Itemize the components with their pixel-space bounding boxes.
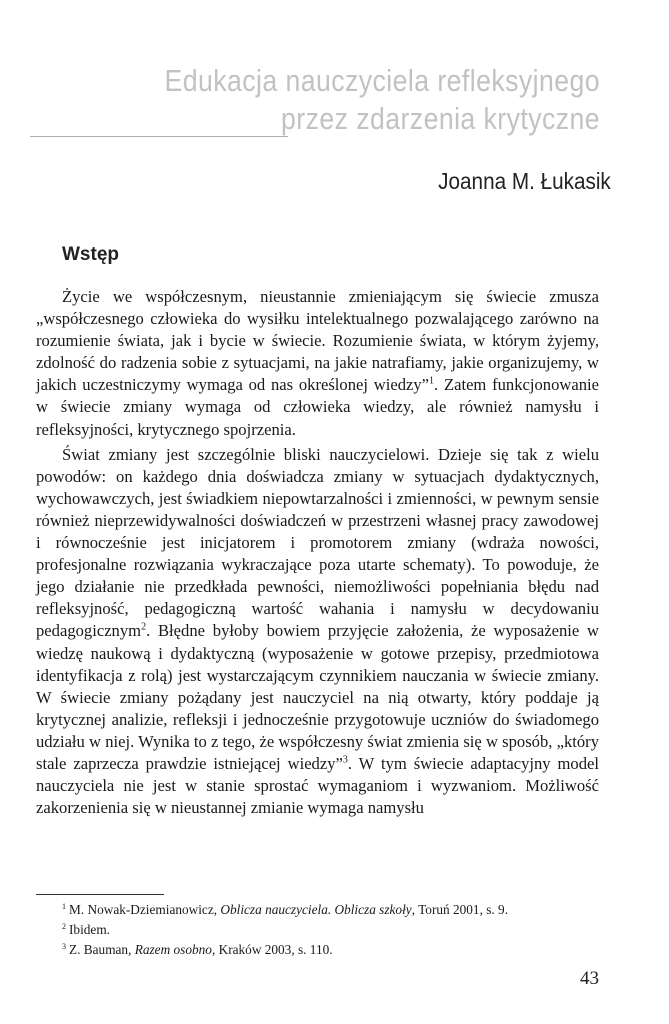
footnote-text: Z. Bauman,	[69, 942, 135, 957]
paragraph-2-text-2: . Błędne byłoby bowiem przyjęcie założenia, że wyposażenie w wiedzę naukową i dydaktyczną (wyposażenie w gotowe przepisy, przedmiotowa identyfikacja z rolą) jest wystarczającym czynnikiem nauczania w świecie zmiany. W świecie zmiany pożądany jest nauczyciel na nią otwarty, który poddaje ją krytycznej analizie, refleksji i jednocześnie przygotowuje uczniów do świadomego udziału w niej. Wynika to z tego, że współczesny świat zmienia się w sposób, „który stale zaprzecza prawdzie istniejącej wiedzy”	[36, 621, 599, 773]
section-heading: Wstęp	[62, 244, 119, 265]
footnote-ref-1: 1	[429, 375, 435, 387]
footnote-2	[62, 920, 599, 940]
paragraph-2-text: Świat zmiany jest szczególnie bliski nauczycielowi. Dzieje się tak z wielu powodów: on każdego dnia doświadcza zmiany w sytuacjach dydaktycznych, wychowawczych, jest świadkiem niepowtarzalności i zmienności, w pewnym sensie również nieprzewidywalności doświadczeń w przestrzeni własnej pracy zawodowej i równocześnie jest inicjatorem i promotorem zmiany (wdraża nowości, profesjonalne rozwiązania wykraczające poza utarte schematy). To powoduje, że jego działanie nie przedkłada pewności, niemożliwości popełniania błędu nad refleksyjność, pedagogiczną wartość wahania i namysłu w decydowaniu pedagogicznym	[36, 444, 599, 641]
author-name: Joanna M. Łukasik	[438, 168, 611, 194]
footnote-number: 1	[62, 901, 66, 911]
footnote-text-end: , Toruń 2001, s. 9.	[411, 902, 509, 917]
paragraph-2	[36, 444, 599, 820]
paragraph-1	[36, 286, 599, 441]
footnote-text: Ibidem.	[69, 922, 110, 937]
paragraph-1-text: Życie we współczesnym, nieustannie zmieniającym się świecie zmusza „współczesnego człowieka do wysiłku intelektualnego pozwalającego zarówno na rozumienie świata, jak i bycie w świecie. Rozumienie świata, w którym żyjemy, zdolność do radzenia sobie z sytuacjami, na jakie natrafiamy, jakie organizujemy, w jakich uczestniczymy wymaga od nas określonej wiedzy”	[36, 287, 599, 395]
chapter-title	[0, 62, 600, 138]
footnote-number: 3	[62, 941, 66, 951]
footnote-number: 2	[62, 921, 66, 931]
paragraph-1-tail: . Zatem funkcjonowanie w świecie zmiany wymaga od człowieka wiedzy, ale również namysłu i refleksyjności, krytycznego spojrzenia.	[36, 375, 600, 439]
chapter-title-line-2: przez zdarzenia krytyczne	[281, 101, 600, 136]
title-rule	[30, 136, 288, 137]
footnote-text: M. Nowak-Dziemianowicz,	[69, 902, 221, 917]
footnote-title: Oblicza nauczyciela. Oblicza szkoły	[220, 902, 412, 917]
footnote-separator	[36, 894, 164, 895]
footnote-ref-3: 3	[342, 754, 348, 766]
footnotes	[62, 900, 599, 960]
paragraph-2-tail: . W tym świecie adaptacyjny model nauczyciela nie jest w stanie sprostać wymaganiom i wyzwaniom. Możliwość zakorzenienia się w nieustannej zmianie wymaga namysłu	[36, 753, 599, 818]
footnote-text-end: , Kraków 2003, s. 110.	[211, 942, 333, 957]
footnote-ref-2: 2	[141, 621, 147, 633]
footnote-title: Razem osobno	[134, 942, 212, 957]
page-number: 43	[580, 968, 599, 989]
footnote-3	[62, 940, 599, 960]
body-text	[36, 286, 599, 819]
footnote-1	[62, 900, 599, 920]
chapter-title-line-1: Edukacja nauczyciela refleksyjnego	[164, 63, 600, 98]
